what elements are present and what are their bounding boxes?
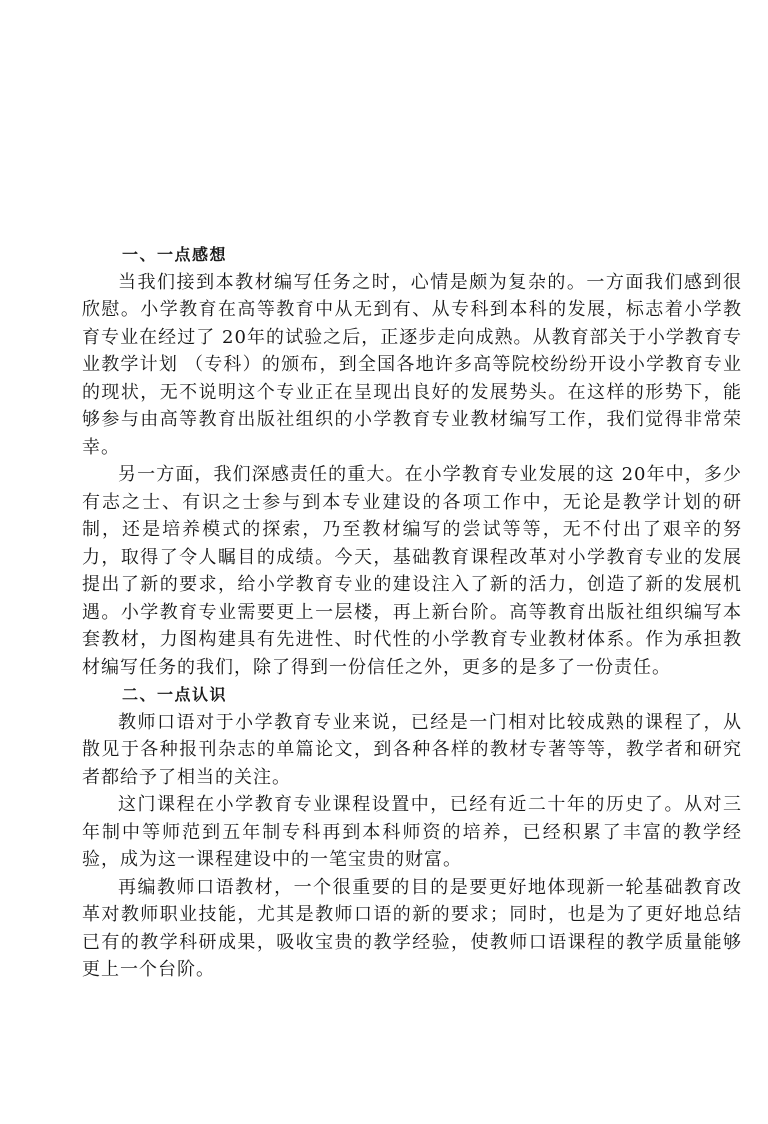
section-heading: 一、一点感想 [122,245,228,264]
section-heading: 二、一点认识 [122,685,228,704]
paragraph: 教师口语对于小学教育专业来说，已经是一门相对比较成熟的课程了，从散见于各种报刊杂志的单篇论文，到各种各样的教材专著等等，教学者和研究者都给予了相当的关注。 [82,711,742,788]
document-body [82,241,742,984]
paragraph: 另一方面，我们深感责任的重大。在小学教育专业发展的这 20年中，多少有志之士、有识之士参与到本专业建设的各项工作中，无论是教学计划的研制，还是培养模式的探索，乃至教材编写的尝试等等，无不付出了艰辛的努力，取得了令人瞩目的成绩。今天，基础教育课程改革对小学教育专业的发展提出了新的要求，给小学教育专业的建设注入了新的活力，创造了新的发展机遇。小学教育专业需要更上一层楼，再上新台阶。高等教育出版社组织编写本套教材，力图构建具有先进性、时代性的小学教育专业教材体系。作为承担教材编写任务的我们，除了得到一份信任之外，更多的是多了一份责任。 [82,464,742,678]
paragraph: 当我们接到本教材编写任务之时，心情是颇为复杂的。一方面我们感到很欣慰。小学教育在高等教育中从无到有、从专科到本科的发展，标志着小学教育专业在经过了 20年的试验之后，正逐步走向成熟。从教育部关于小学教育专业教学计划 （专科）的颁布，到全国各地许多高等院校纷纷开设小学教育专业的现状，无不说明这个专业正在呈现出良好的发展势头。在这样的形势下，能够参与由高等教育出版社组织的小学教育专业教材编写工作，我们觉得非常荣幸。 [82,271,742,458]
paragraph: 这门课程在小学教育专业课程设置中，已经有近二十年的历史了。从对三年制中等师范到五年制专科再到本科师资的培养，已经积累了丰富的教学经验，成为这一课程建设中的一笔宝贵的财富。 [82,794,742,870]
paragraph: 再编教师口语教材，一个很重要的目的是要更好地体现新一轮基础教育改革对教师职业技能，尤其是教师口语的新的要求；同时，也是为了更好地总结已有的教学科研成果，吸收宝贵的教学经验，使教师口语课程的教学质量能够更上一个台阶。 [82,876,742,980]
